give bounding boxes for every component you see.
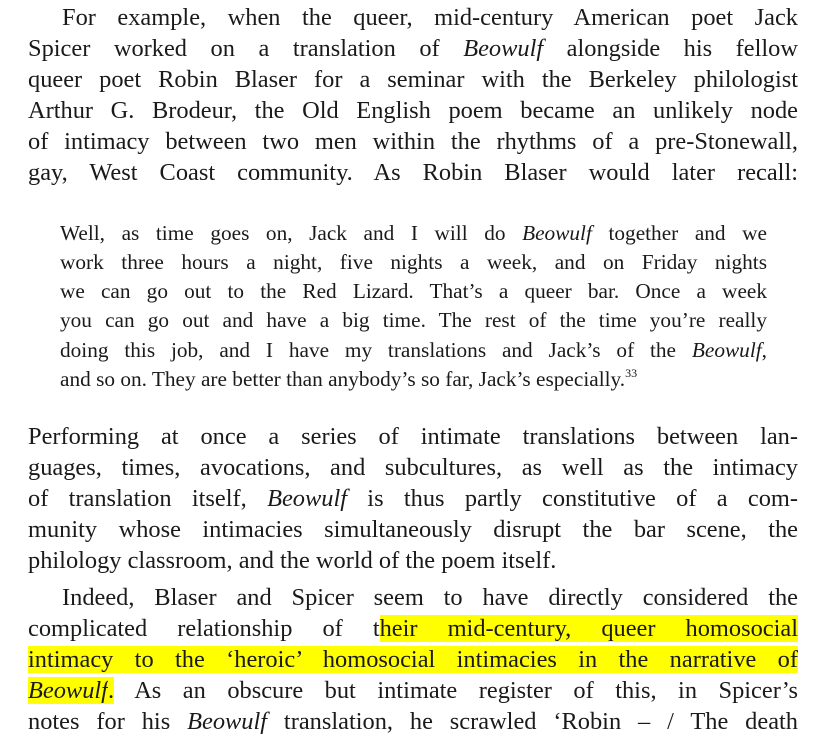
text-line	[62, 2, 798, 33]
text-run: guages, times, avocations, and subcultures, as well as the intimacy	[28, 454, 798, 481]
text-run: queer poet Robin Blaser for a seminar with the Berkeley philologist	[28, 66, 798, 93]
text-run: together and we	[591, 221, 767, 245]
text-run: alongside his fellow	[543, 35, 798, 62]
quote-line	[60, 277, 767, 306]
text-line	[62, 582, 798, 613]
quote-line	[60, 365, 767, 394]
italic-title: Beowulf	[691, 338, 762, 362]
text-line	[28, 483, 798, 514]
highlighted-text[interactable]: .	[107, 677, 115, 704]
text-run: is thus partly constitutive of a com-	[347, 485, 799, 512]
text-run: translation, he scrawled ‘Robin – / The death	[267, 708, 798, 735]
italic-title: Beowulf	[463, 35, 544, 62]
text-run: Arthur G. Brodeur, the Old English poem became an unlikely node	[28, 97, 798, 124]
text-line	[28, 675, 798, 706]
text-run: Performing at once a series of intimate translations between lan-	[28, 423, 798, 450]
text-line	[28, 33, 798, 64]
quote-line	[60, 248, 767, 277]
text-run: gay, West Coast community. As Robin Blaser would later recall:	[28, 159, 798, 186]
text-line	[28, 545, 798, 576]
text-run: and so on. They are better than anybody’s so far, Jack’s especially.	[60, 367, 626, 391]
text-run: of translation itself,	[28, 485, 268, 512]
footnote-marker[interactable]: 33	[625, 366, 638, 380]
highlighted-text[interactable]: Beowulf	[28, 677, 108, 704]
quote-line	[60, 336, 767, 365]
italic-title: Beowulf	[187, 708, 268, 735]
text-run: For example, when the queer, mid-century American poet Jack	[62, 4, 798, 31]
text-line	[28, 613, 798, 644]
italic-title: Beowulf	[522, 221, 592, 245]
text-line	[28, 64, 798, 95]
text-line	[28, 514, 798, 545]
highlighted-text[interactable]: heir mid-century, queer homosocial	[379, 615, 798, 642]
text-line	[28, 706, 798, 737]
quote-line	[60, 306, 767, 335]
italic-title: Beowulf	[267, 485, 347, 512]
text-run: we can go out to the Red Lizard. That’s a queer bar. Once a week	[60, 279, 767, 303]
quote-line	[60, 219, 767, 248]
text-run: Spicer worked on a translation of	[28, 35, 464, 62]
text-line	[28, 452, 798, 483]
text-run: Indeed, Blaser and Spicer seem to have directly considered the	[62, 584, 798, 611]
text-line	[28, 644, 798, 675]
text-line	[28, 421, 798, 452]
text-run: philology classroom, and the world of the poem itself.	[28, 547, 557, 574]
text-run: doing this job, and I have my translations and Jack’s of the	[60, 338, 692, 362]
text-line	[28, 95, 798, 126]
text-run: notes for his	[28, 708, 188, 735]
text-line	[28, 157, 798, 188]
text-run: you can go out and have a big time. The rest of the time you’re really	[60, 308, 767, 332]
text-run: ,	[761, 338, 767, 362]
text-run: Well, as time goes on, Jack and I will do	[60, 221, 523, 245]
highlighted-text[interactable]: intimacy to the ‘heroic’ homosocial intimacies in the narrative of	[28, 646, 798, 673]
text-run: complicated relationship of t	[28, 615, 380, 642]
text-run: munity whose intimacies simultaneously disrupt the bar scene, the	[28, 516, 798, 543]
text-run: work three hours a night, five nights a week, and on Friday nights	[60, 250, 767, 274]
text-run: of intimacy between two men within the rhythms of a pre-Stonewall,	[28, 128, 798, 155]
text-run: As an obscure but intimate register of this, in Spicer’s	[114, 677, 798, 704]
text-line	[28, 126, 798, 157]
